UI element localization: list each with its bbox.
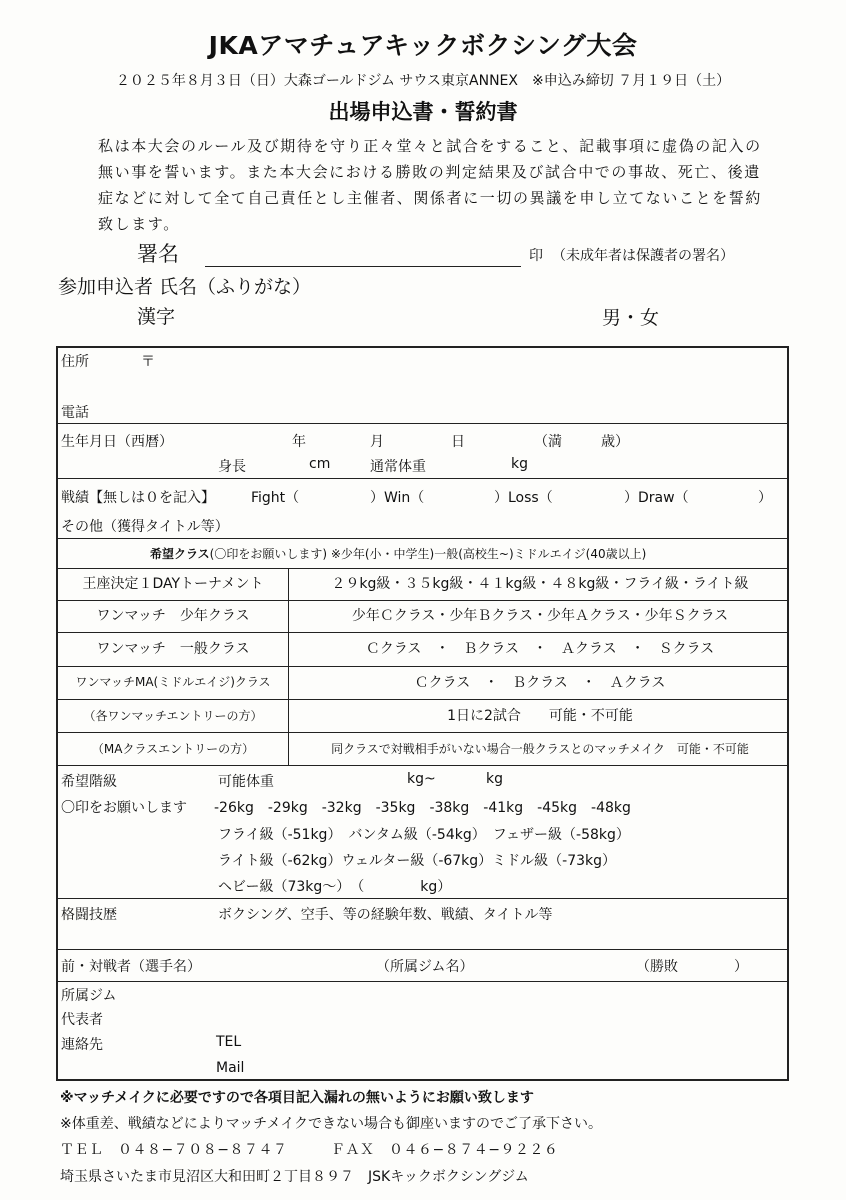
pledge-line-1: 私は本大会のルール及び期待を守り正々堂々と試合をすること、記載事項に虚偽の記入の xyxy=(98,137,762,155)
mail-label: Mail xyxy=(216,1060,245,1076)
contact-label: 連絡先 xyxy=(61,1037,103,1053)
weight-to-unit: kg xyxy=(486,771,503,787)
opponent-gym-label: （所属ジム名） xyxy=(376,959,474,975)
weight-class-label: 希望階級 xyxy=(61,774,117,790)
class-row-options[interactable]: 少年Ｃクラス・少年Ｂクラス・少年Ａクラス・少年Ｓクラス xyxy=(351,608,729,624)
weight-class-instruction: 〇印をお願いします xyxy=(61,800,187,816)
organizer-address: 埼玉県さいたま市見沼区大和田町２丁目８９７ JSKキックボクシングジム xyxy=(60,1169,529,1185)
martial-history-label: 格闘技歴 xyxy=(61,907,117,923)
kanji-label: 漢字 xyxy=(137,306,176,328)
form-heading: 出場申込書・誓約書 xyxy=(328,100,518,124)
class-row-left: （各ワンマッチエントリーの方） xyxy=(83,709,263,723)
weight-from-unit: kg~ xyxy=(407,771,436,787)
class-row-left: （MAクラスエントリーの方） xyxy=(91,742,255,756)
representative-label: 代表者 xyxy=(61,1012,103,1028)
month-label: 月 xyxy=(370,434,384,450)
pledge-line-4: 致します。 xyxy=(98,215,180,233)
address-label: 住所 xyxy=(61,354,89,370)
weight-options-line-3[interactable]: ライト級（-62kg）ウェルター級（-67kg）ミドル級（-73kg） xyxy=(218,853,617,869)
pledge-line-3: 症などに対して全て自己責任とし主催者、関係者に一切の異議を申し立てないことを誓約 xyxy=(98,189,763,207)
age-open: （満 xyxy=(534,434,562,450)
class-row-left: ワンマッチ 一般クラス xyxy=(96,641,250,657)
weight-options-line-2[interactable]: フライ級（-51kg） バンタム級（-54kg） フェザー級（-58kg） xyxy=(218,827,630,843)
guardian-note: （未成年者は保護者の署名） xyxy=(552,248,734,264)
height-label: 身長 xyxy=(218,459,246,475)
class-header xyxy=(150,545,646,562)
applicant-name-label: 参加申込者 氏名（ふりがな） xyxy=(58,276,312,298)
loss-field[interactable]: ）Loss（ xyxy=(494,490,553,506)
previous-opponent-label: 前・対戦者（選手名） xyxy=(61,959,201,975)
record-close: ） xyxy=(758,490,772,506)
draw-field[interactable]: ）Draw（ xyxy=(624,490,689,506)
page-title: JKAアマチュアキックボクシング大会 xyxy=(208,31,638,60)
event-info: ２０２５年８月３日（日）大森ゴールドジム サウス東京ANNEX ※申込み締切 ７月１９日（土） xyxy=(115,73,731,89)
weight-options-line-4[interactable]: ヘビー級（73kg〜） （ kg） xyxy=(218,879,452,895)
phone-label: 電話 xyxy=(61,405,89,421)
required-notice: ※マッチメイクに必要ですので各項目記入漏れの無いようにお願い致します xyxy=(60,1090,534,1106)
weight-options-line-1[interactable]: -26kg -29kg -32kg -35kg -38kg -41kg -45kg -48kg xyxy=(214,800,631,816)
class-row-left: ワンマッチ 少年クラス xyxy=(96,608,250,624)
class-row-options[interactable]: ２９kg級・３５kg級・４１kg級・４８kg級・フライ級・ライト級 xyxy=(331,576,749,592)
signature-label: 署名 xyxy=(137,242,179,266)
record-label: 戦績【無しは０を記入】 xyxy=(61,490,215,506)
class-row-options[interactable]: 1日に2試合 可能・不可能 xyxy=(447,708,633,724)
contact-numbers: ＴＥＬ ０４８−７０８−８７４７ ＦＡＸ ０４６−８７４−９２２６ xyxy=(60,1142,559,1158)
disclaimer-note: ※体重差、戦績などによりマッチメイクできない場合も御座いますのでご了承下さい。 xyxy=(60,1116,603,1132)
class-header-bold: 希望クラス xyxy=(150,547,210,561)
class-header-text: (〇印をお願いします) ※少年(小・中学生)一般(高校生~)ミドルエイジ(40歳以上) xyxy=(209,547,647,561)
signature-line[interactable] xyxy=(205,266,521,267)
pledge-line-2: 無い事を誓います。また本大会における勝敗の判定結果及び試合中での事故、死亡、後遺 xyxy=(98,163,761,181)
entry-form-table xyxy=(56,346,789,1081)
year-label: 年 xyxy=(292,434,306,450)
kg-unit: kg xyxy=(511,456,528,472)
tel-label: TEL xyxy=(216,1034,242,1050)
birthdate-label: 生年月日（西暦） xyxy=(61,434,173,450)
other-titles-label: その他（獲得タイトル等） xyxy=(61,519,229,535)
win-field[interactable]: ）Win（ xyxy=(370,490,425,506)
postal-mark: 〒 xyxy=(141,354,155,370)
result-label: （勝敗 ） xyxy=(636,959,748,975)
weight-label: 通常体重 xyxy=(370,459,426,475)
gym-label: 所属ジム xyxy=(61,988,117,1004)
class-row-options[interactable]: Ｃクラス ・ Ｂクラス ・ Ａクラス ・ Ｓクラス xyxy=(365,641,715,657)
age-close: 歳） xyxy=(601,434,629,450)
day-label: 日 xyxy=(451,434,465,450)
class-row-left: ワンマッチMA(ミドルエイジ)クラス xyxy=(75,675,271,689)
martial-history-hint: ボクシング、空手、等の経験年数、戦績、タイトル等 xyxy=(218,907,553,923)
class-row-left: 王座決定１DAYトーナメント xyxy=(82,576,264,592)
gender-select[interactable]: 男・女 xyxy=(602,307,660,329)
class-row-options[interactable]: 同クラスで対戦相手がいない場合一般クラスとのマッチメイク 可能・不可能 xyxy=(331,742,749,756)
class-row-options[interactable]: Ｃクラス ・ Ｂクラス ・ Ａクラス xyxy=(414,675,666,691)
possible-weight-label: 可能体重 xyxy=(218,774,274,790)
seal-label: 印 xyxy=(529,248,543,264)
cm-unit: cm xyxy=(309,456,331,472)
fight-field[interactable]: Fight（ xyxy=(251,490,300,506)
